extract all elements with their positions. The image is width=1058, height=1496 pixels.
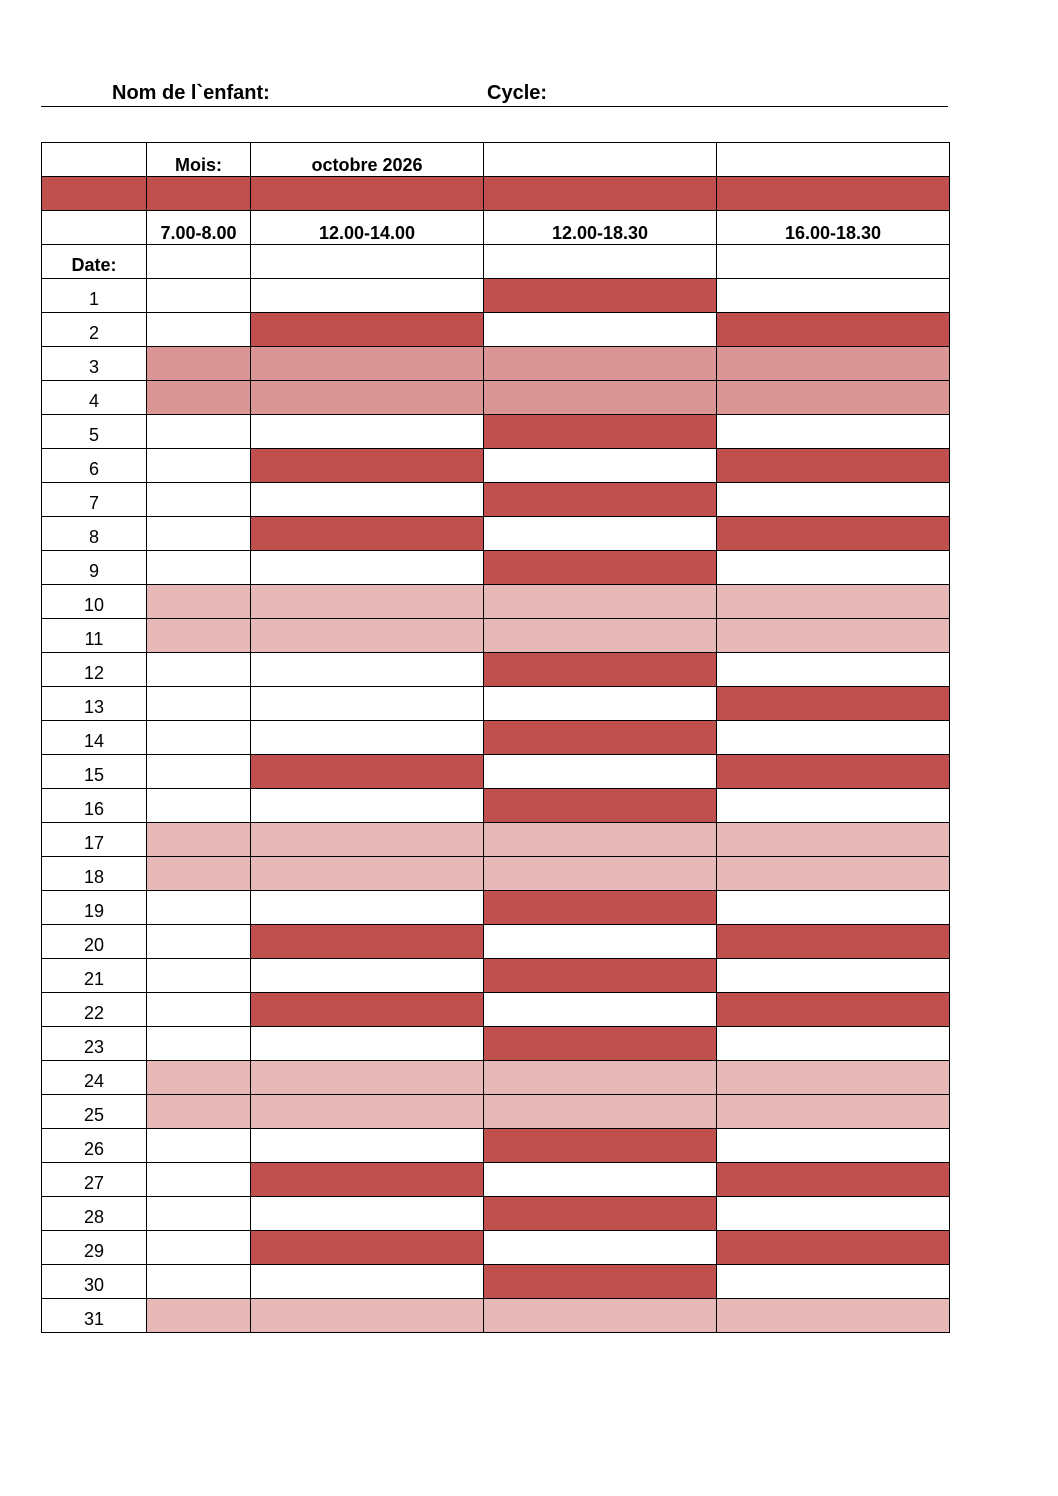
slot-cell-3[interactable] <box>484 381 717 415</box>
date-cell: 19 <box>42 891 147 925</box>
slot-cell-4[interactable] <box>717 619 950 653</box>
slot-cell-4[interactable] <box>717 279 950 313</box>
slot-cell-1[interactable] <box>147 381 251 415</box>
slot-cell-3[interactable] <box>484 551 717 585</box>
table-row <box>42 551 950 585</box>
date-cell: 1 <box>42 279 147 313</box>
slot-cell-4[interactable] <box>717 993 950 1027</box>
slot-cell-1[interactable] <box>147 1027 251 1061</box>
slot-cell-3[interactable] <box>484 585 717 619</box>
table-row <box>42 313 950 347</box>
slot-cell-1[interactable] <box>147 1163 251 1197</box>
slot-cell-2[interactable] <box>251 891 484 925</box>
slot-cell-4[interactable] <box>717 1265 950 1299</box>
slot-cell-1[interactable] <box>147 1265 251 1299</box>
slot-cell-2[interactable] <box>251 1197 484 1231</box>
slot-cell-2[interactable] <box>251 517 484 551</box>
slot-cell-4[interactable] <box>717 857 950 891</box>
slot-cell-2[interactable] <box>251 1027 484 1061</box>
slot-cell-4[interactable] <box>717 755 950 789</box>
slot-cell-1[interactable] <box>147 415 251 449</box>
slot-cell-3[interactable] <box>484 279 717 313</box>
date-cell: 22 <box>42 993 147 1027</box>
slot-cell-4[interactable] <box>717 1299 950 1333</box>
slot-cell-2[interactable] <box>251 721 484 755</box>
date-cell: 10 <box>42 585 147 619</box>
slot-cell-2[interactable] <box>251 551 484 585</box>
date-cell: 9 <box>42 551 147 585</box>
empty-cell <box>147 245 251 279</box>
slot-cell-2[interactable] <box>251 687 484 721</box>
slot-cell-3[interactable] <box>484 823 717 857</box>
table-row <box>42 1027 950 1061</box>
table-row <box>42 1095 950 1129</box>
date-cell: 6 <box>42 449 147 483</box>
time-slot-1: 7.00-8.00 <box>147 211 251 245</box>
slot-cell-3[interactable] <box>484 993 717 1027</box>
empty-cell <box>484 245 717 279</box>
date-cell: 28 <box>42 1197 147 1231</box>
date-cell: 25 <box>42 1095 147 1129</box>
table-row <box>42 1197 950 1231</box>
slot-cell-4[interactable] <box>717 1163 950 1197</box>
slot-cell-4[interactable] <box>717 1027 950 1061</box>
slot-cell-3[interactable] <box>484 687 717 721</box>
slot-cell-3[interactable] <box>484 517 717 551</box>
slot-cell-1[interactable] <box>147 653 251 687</box>
table-row <box>42 687 950 721</box>
slot-cell-4[interactable] <box>717 891 950 925</box>
slot-cell-4[interactable] <box>717 959 950 993</box>
slot-cell-2[interactable] <box>251 823 484 857</box>
time-slot-4: 16.00-18.30 <box>717 211 950 245</box>
slot-cell-1[interactable] <box>147 755 251 789</box>
slot-cell-3[interactable] <box>484 1027 717 1061</box>
table-row <box>42 993 950 1027</box>
slot-cell-3[interactable] <box>484 415 717 449</box>
slot-cell-1[interactable] <box>147 483 251 517</box>
slot-cell-2[interactable] <box>251 279 484 313</box>
slot-cell-3[interactable] <box>484 347 717 381</box>
slot-cell-1[interactable] <box>147 891 251 925</box>
slot-cell-2[interactable] <box>251 1265 484 1299</box>
slot-cell-4[interactable] <box>717 381 950 415</box>
table-row <box>42 381 950 415</box>
slot-cell-4[interactable] <box>717 415 950 449</box>
slot-cell-2[interactable] <box>251 959 484 993</box>
slot-cell-4[interactable] <box>717 653 950 687</box>
table-row <box>42 755 950 789</box>
date-cell: 31 <box>42 1299 147 1333</box>
slot-cell-3[interactable] <box>484 1265 717 1299</box>
slot-cell-4[interactable] <box>717 823 950 857</box>
slot-cell-4[interactable] <box>717 789 950 823</box>
slot-cell-1[interactable] <box>147 313 251 347</box>
table-row <box>42 653 950 687</box>
slot-cell-1[interactable] <box>147 789 251 823</box>
slot-cell-2[interactable] <box>251 1061 484 1095</box>
table-row <box>42 279 950 313</box>
empty-cell <box>251 245 484 279</box>
date-cell: 23 <box>42 1027 147 1061</box>
slot-cell-2[interactable] <box>251 619 484 653</box>
slot-cell-2[interactable] <box>251 925 484 959</box>
slot-cell-3[interactable] <box>484 1299 717 1333</box>
cycle-label: Cycle: <box>487 82 548 104</box>
separator-row <box>42 177 950 211</box>
slot-cell-4[interactable] <box>717 517 950 551</box>
separator-cell <box>717 177 950 211</box>
date-cell: 27 <box>42 1163 147 1197</box>
separator-cell <box>147 177 251 211</box>
slot-cell-4[interactable] <box>717 721 950 755</box>
slot-cell-1[interactable] <box>147 1061 251 1095</box>
slot-cell-3[interactable] <box>484 959 717 993</box>
slot-cell-1[interactable] <box>147 823 251 857</box>
slot-cell-1[interactable] <box>147 687 251 721</box>
month-label: Mois: <box>147 143 251 177</box>
empty-cell <box>717 245 950 279</box>
table-row <box>42 585 950 619</box>
slot-cell-4[interactable] <box>717 585 950 619</box>
slot-cell-1[interactable] <box>147 1299 251 1333</box>
table-row <box>42 857 950 891</box>
slot-cell-2[interactable] <box>251 1095 484 1129</box>
slot-cell-4[interactable] <box>717 687 950 721</box>
slot-cell-2[interactable] <box>251 1231 484 1265</box>
separator-cell <box>484 177 717 211</box>
slot-cell-2[interactable] <box>251 313 484 347</box>
date-cell: 8 <box>42 517 147 551</box>
slot-cell-1[interactable] <box>147 1129 251 1163</box>
table-row <box>42 1299 950 1333</box>
slot-cell-4[interactable] <box>717 1095 950 1129</box>
slot-cell-2[interactable] <box>251 789 484 823</box>
table-row <box>42 1265 950 1299</box>
slot-cell-1[interactable] <box>147 925 251 959</box>
slot-cell-4[interactable] <box>717 313 950 347</box>
date-cell: 17 <box>42 823 147 857</box>
date-cell: 24 <box>42 1061 147 1095</box>
slot-cell-3[interactable] <box>484 483 717 517</box>
date-cell: 30 <box>42 1265 147 1299</box>
slot-cell-3[interactable] <box>484 857 717 891</box>
slot-cell-3[interactable] <box>484 1197 717 1231</box>
slot-cell-1[interactable] <box>147 279 251 313</box>
slot-cell-3[interactable] <box>484 1061 717 1095</box>
slot-cell-1[interactable] <box>147 857 251 891</box>
slot-cell-4[interactable] <box>717 925 950 959</box>
table-row <box>42 721 950 755</box>
attendance-table <box>41 142 950 1333</box>
slot-cell-4[interactable] <box>717 1129 950 1163</box>
slot-cell-4[interactable] <box>717 1197 950 1231</box>
table-row <box>42 449 950 483</box>
slot-cell-1[interactable] <box>147 449 251 483</box>
date-cell: 20 <box>42 925 147 959</box>
slot-cell-1[interactable] <box>147 551 251 585</box>
slot-cell-2[interactable] <box>251 857 484 891</box>
table-row <box>42 415 950 449</box>
slot-cell-2[interactable] <box>251 993 484 1027</box>
slot-cell-1[interactable] <box>147 347 251 381</box>
table-row <box>42 789 950 823</box>
slot-cell-3[interactable] <box>484 449 717 483</box>
separator-cell <box>42 177 147 211</box>
slot-cell-1[interactable] <box>147 619 251 653</box>
table-row <box>42 891 950 925</box>
slot-cell-2[interactable] <box>251 1163 484 1197</box>
date-cell: 11 <box>42 619 147 653</box>
date-cell: 3 <box>42 347 147 381</box>
time-slot-3: 12.00-18.30 <box>484 211 717 245</box>
table-row <box>42 1231 950 1265</box>
slot-cell-1[interactable] <box>147 959 251 993</box>
slot-cell-3[interactable] <box>484 1163 717 1197</box>
slot-cell-1[interactable] <box>147 1231 251 1265</box>
slot-cell-3[interactable] <box>484 755 717 789</box>
table-row <box>42 517 950 551</box>
date-cell: 29 <box>42 1231 147 1265</box>
separator-cell <box>251 177 484 211</box>
slot-cell-2[interactable] <box>251 585 484 619</box>
empty-cell <box>42 211 147 245</box>
slot-cell-3[interactable] <box>484 313 717 347</box>
table-row <box>42 959 950 993</box>
month-row <box>42 143 950 177</box>
date-label: Date: <box>42 245 147 279</box>
slot-cell-1[interactable] <box>147 721 251 755</box>
slot-cell-4[interactable] <box>717 551 950 585</box>
table-row <box>42 483 950 517</box>
empty-cell <box>717 143 950 177</box>
slot-cell-4[interactable] <box>717 449 950 483</box>
table-row <box>42 823 950 857</box>
date-cell: 21 <box>42 959 147 993</box>
slot-cell-3[interactable] <box>484 1129 717 1163</box>
slot-cell-3[interactable] <box>484 653 717 687</box>
slot-cell-2[interactable] <box>251 755 484 789</box>
slot-cell-2[interactable] <box>251 381 484 415</box>
child-name-label: Nom de l`enfant: <box>112 82 270 104</box>
empty-cell <box>42 143 147 177</box>
slot-cell-1[interactable] <box>147 1197 251 1231</box>
slot-cell-2[interactable] <box>251 1129 484 1163</box>
table-row <box>42 1061 950 1095</box>
slot-cell-3[interactable] <box>484 1231 717 1265</box>
slot-cell-4[interactable] <box>717 1061 950 1095</box>
slot-cell-2[interactable] <box>251 347 484 381</box>
slot-cell-3[interactable] <box>484 619 717 653</box>
date-cell: 5 <box>42 415 147 449</box>
slot-cell-4[interactable] <box>717 483 950 517</box>
table-row <box>42 1163 950 1197</box>
slot-cell-1[interactable] <box>147 517 251 551</box>
table-row <box>42 1129 950 1163</box>
date-cell: 2 <box>42 313 147 347</box>
time-slot-2: 12.00-14.00 <box>251 211 484 245</box>
slot-cell-3[interactable] <box>484 925 717 959</box>
date-cell: 4 <box>42 381 147 415</box>
slot-cell-3[interactable] <box>484 789 717 823</box>
date-cell: 13 <box>42 687 147 721</box>
date-cell: 18 <box>42 857 147 891</box>
slot-cell-2[interactable] <box>251 415 484 449</box>
time-slot-row <box>42 211 950 245</box>
date-cell: 26 <box>42 1129 147 1163</box>
slot-cell-2[interactable] <box>251 449 484 483</box>
date-cell: 7 <box>42 483 147 517</box>
date-cell: 16 <box>42 789 147 823</box>
table-row <box>42 619 950 653</box>
date-cell: 15 <box>42 755 147 789</box>
table-row <box>42 347 950 381</box>
slot-cell-1[interactable] <box>147 585 251 619</box>
slot-cell-3[interactable] <box>484 721 717 755</box>
header-bar <box>41 78 948 107</box>
slot-cell-2[interactable] <box>251 483 484 517</box>
slot-cell-1[interactable] <box>147 993 251 1027</box>
date-label-row <box>42 245 950 279</box>
slot-cell-4[interactable] <box>717 347 950 381</box>
date-cell: 14 <box>42 721 147 755</box>
slot-cell-2[interactable] <box>251 653 484 687</box>
month-value: octobre 2026 <box>251 143 484 177</box>
slot-cell-3[interactable] <box>484 1095 717 1129</box>
table-row <box>42 925 950 959</box>
slot-cell-4[interactable] <box>717 1231 950 1265</box>
slot-cell-1[interactable] <box>147 1095 251 1129</box>
empty-cell <box>484 143 717 177</box>
date-cell: 12 <box>42 653 147 687</box>
slot-cell-2[interactable] <box>251 1299 484 1333</box>
slot-cell-3[interactable] <box>484 891 717 925</box>
